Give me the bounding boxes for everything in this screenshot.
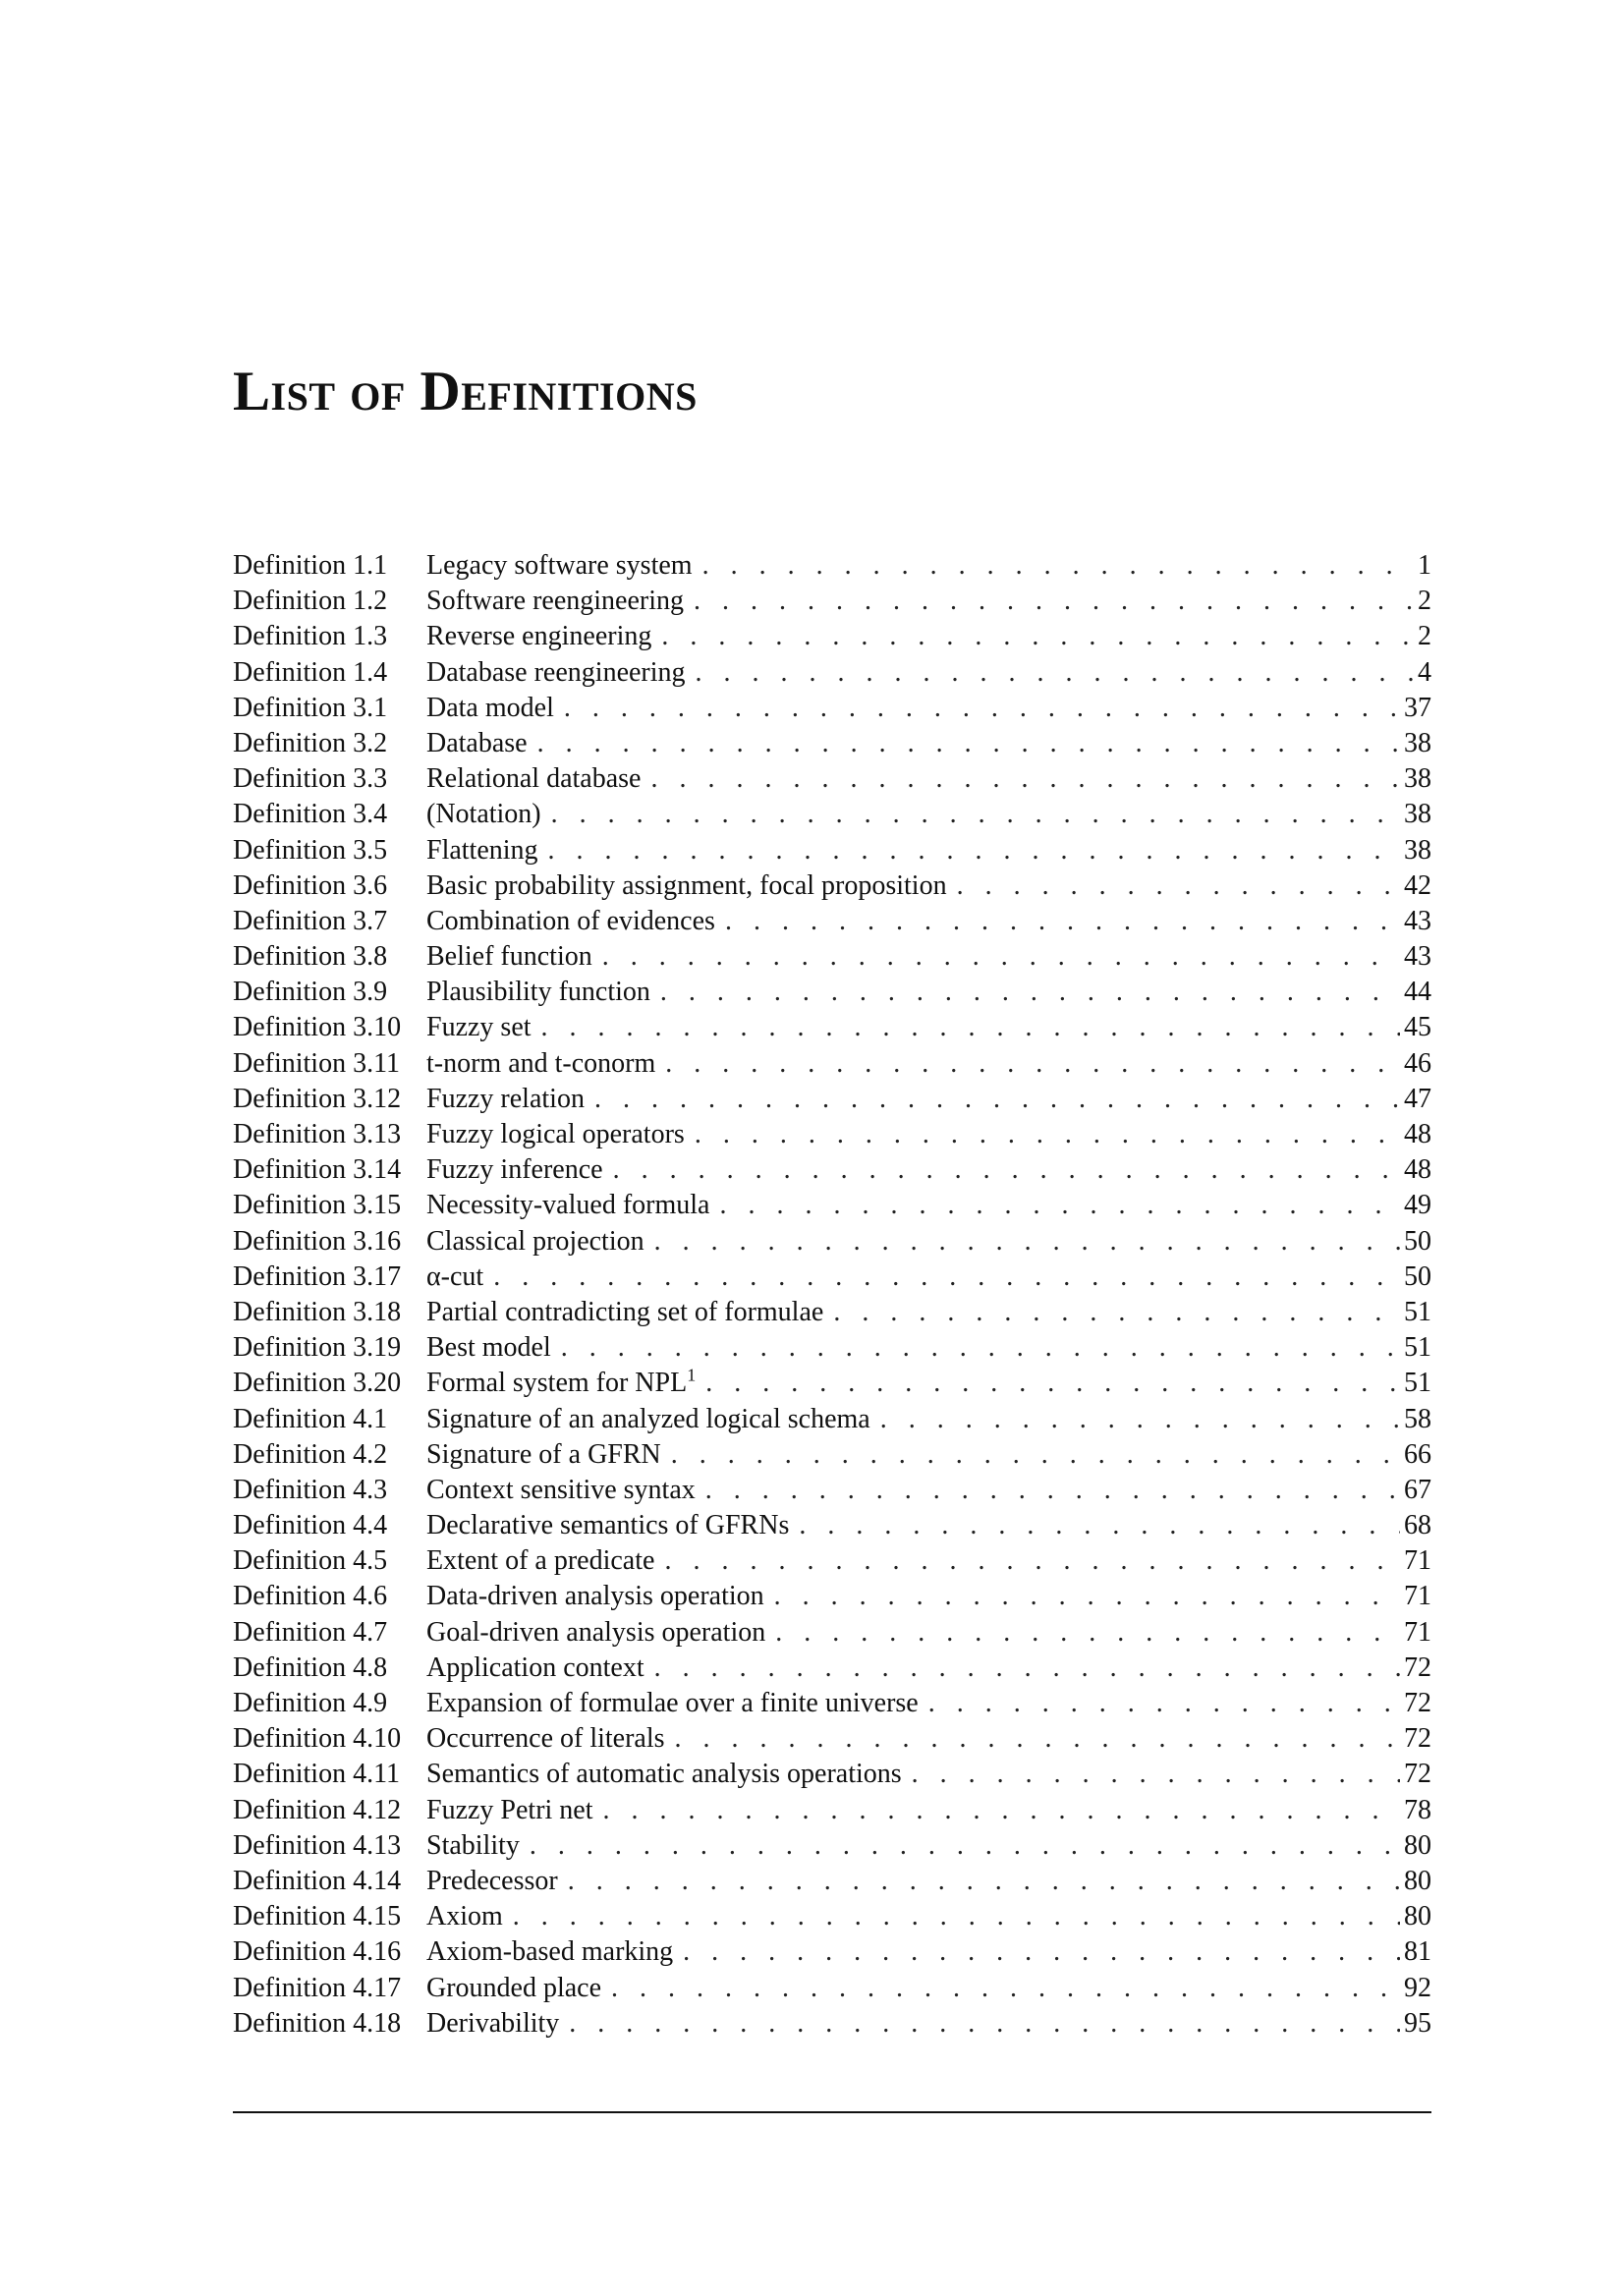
definition-number: Definition 3.19 [233,1332,402,1364]
definition-title-text: Stability [426,1829,520,1861]
definition-title [426,1508,799,1543]
definition-number: Definition 4.6 [233,1581,388,1612]
definition-page-number: 80 [1404,1901,1431,1932]
definition-entry [233,833,1431,868]
definition-title-text: Formal system for NPL [426,1368,688,1399]
definition-entry [233,1366,1431,1401]
dot-leader [725,904,1400,939]
definition-title-text: Fuzzy relation [426,1083,585,1114]
definition-number: Definition 4.14 [233,1865,402,1896]
definition-page-number: 50 [1404,1225,1431,1257]
definition-title [426,1934,683,1970]
definition-title [426,1330,561,1366]
definition-title [426,797,551,832]
definition-number: Definition 3.17 [233,1260,402,1292]
definition-page-number: 51 [1404,1296,1431,1327]
definition-entry [233,868,1431,904]
definition-entry [233,1259,1431,1295]
definition-page-number: 95 [1404,2007,1431,2039]
definition-title [426,1188,719,1223]
definition-entry [233,1686,1431,1721]
definition-entry [233,975,1431,1010]
definition-entry [233,1224,1431,1259]
definition-title-text: Expansion of formulae over a finite universe [426,1688,919,1718]
definition-title [426,1224,654,1259]
definition-title [426,726,537,761]
dot-leader [661,619,1414,654]
definition-entry [233,1899,1431,1934]
dot-leader [513,1899,1400,1934]
definition-entry [233,797,1431,832]
dot-leader [541,1010,1400,1045]
bottom-rule [233,2111,1431,2113]
definition-title [426,1651,654,1686]
dot-leader [775,1615,1400,1651]
definition-title-text: t-norm and t-conorm [426,1047,656,1079]
definition-entry [233,1010,1431,1045]
definition-number: Definition 4.7 [233,1616,388,1648]
dot-leader [530,1828,1400,1864]
definition-page-number: 58 [1404,1403,1431,1434]
definition-number: Definition 3.16 [233,1225,402,1257]
definition-number: Definition 1.3 [233,621,388,652]
definition-page-number: 71 [1404,1545,1431,1577]
definition-entry [233,1117,1431,1152]
dot-leader [702,548,1414,584]
definition-title [426,1615,775,1651]
definition-title [426,1686,928,1721]
definition-page-number: 66 [1404,1438,1431,1470]
definition-number: Definition 3.10 [233,1012,402,1043]
definition-title [426,1793,603,1828]
definition-entry [233,904,1431,939]
definition-title [426,1543,664,1579]
definition-number: Definition 3.15 [233,1190,402,1221]
definition-entry [233,1330,1431,1366]
definition-title [426,975,660,1010]
definition-page-number: 38 [1404,834,1431,866]
dot-leader [611,1971,1400,2006]
definition-title-text: (Notation) [426,799,541,830]
definition-page-number: 68 [1404,1510,1431,1541]
definition-title [426,1295,833,1330]
definition-number: Definition 3.3 [233,763,388,795]
dot-leader [671,1437,1400,1473]
definition-entry [233,1971,1431,2006]
definition-title [426,868,957,904]
definition-number: Definition 3.5 [233,834,388,866]
dot-leader [695,1117,1400,1152]
definition-number: Definition 4.2 [233,1438,388,1470]
definition-number: Definition 3.9 [233,977,388,1008]
definition-title-text: Application context [426,1651,644,1683]
definition-number: Definition 4.16 [233,1936,402,1968]
definition-title [426,2006,569,2042]
dot-leader [675,1721,1400,1757]
definition-title-text: Fuzzy inference [426,1154,603,1186]
definition-title-text: Axiom-based marking [426,1936,674,1968]
definition-number: Definition 3.14 [233,1154,402,1186]
definition-entry [233,726,1431,761]
definition-title-text: Fuzzy set [426,1012,532,1043]
definition-title [426,1971,611,2006]
definition-title [426,584,694,619]
definition-entry [233,1188,1431,1223]
definition-page-number: 48 [1404,1119,1431,1149]
definition-title-text: Occurrence of literals [426,1723,665,1755]
definition-entry [233,1508,1431,1543]
definition-number: Definition 3.6 [233,869,388,901]
definition-number: Definition 1.1 [233,550,388,581]
definition-number: Definition 3.11 [233,1047,401,1079]
definition-title [426,904,725,939]
definition-entry [233,1864,1431,1899]
dot-leader [694,584,1414,619]
definition-entry [233,691,1431,726]
definition-title-text: Data model [426,692,554,723]
definition-page-number: 43 [1404,941,1431,973]
definition-number: Definition 4.4 [233,1510,388,1541]
definition-title [426,691,564,726]
definition-title [426,1117,695,1152]
dot-leader [603,1793,1400,1828]
definition-title-text: Reverse engineering [426,621,652,652]
dot-leader [650,761,1400,797]
definition-entry [233,1082,1431,1117]
definition-number: Definition 4.18 [233,2007,402,2039]
definition-title-text: Legacy software system [426,550,693,581]
definition-title [426,1828,530,1864]
dot-leader [957,868,1400,904]
definition-number: Definition 3.4 [233,799,388,830]
definition-title-text: Extent of a predicate [426,1545,655,1577]
dot-leader [664,1543,1400,1579]
definition-entry [233,655,1431,691]
definition-title [426,1152,613,1188]
dot-leader [537,726,1400,761]
definition-page-number: 51 [1404,1368,1431,1399]
definition-number: Definition 4.10 [233,1723,402,1755]
dot-leader [654,1651,1400,1686]
definition-number: Definition 3.13 [233,1119,402,1149]
page-title: List of Definitions [233,361,698,422]
definition-title-text: Relational database [426,763,642,795]
definition-title [426,1864,568,1899]
definition-entry [233,1934,1431,1970]
definition-title-text: Grounded place [426,1972,602,2003]
definition-page-number: 2 [1418,621,1431,652]
definition-number: Definition 4.9 [233,1688,388,1718]
definition-title-text: Fuzzy Petri net [426,1794,593,1825]
definition-title [426,1046,665,1082]
definition-page-number: 38 [1404,727,1431,758]
definition-title [426,939,602,975]
definition-page-number: 43 [1404,905,1431,936]
definition-entry [233,1793,1431,1828]
definition-page-number: 38 [1404,763,1431,795]
definition-title-text: Database [426,727,528,758]
definition-title-text: Context sensitive syntax [426,1474,696,1505]
definition-title [426,1082,594,1117]
definition-page-number: 48 [1404,1154,1431,1186]
definition-number: Definition 4.5 [233,1545,388,1577]
definition-page-number: 49 [1404,1190,1431,1221]
dot-leader [912,1757,1400,1792]
definition-page-number: 80 [1404,1865,1431,1896]
definition-number: Definition 3.1 [233,692,388,723]
definition-title-text: Plausibility function [426,977,650,1008]
definition-page-number: 67 [1404,1474,1431,1505]
dot-leader [493,1259,1400,1295]
dot-leader [594,1082,1400,1117]
definition-page-number: 72 [1404,1688,1431,1718]
definition-entry [233,1152,1431,1188]
definition-title-text: Best model [426,1332,551,1364]
definition-title-text: Basic probability assignment, focal proposition [426,869,947,901]
definition-number: Definition 4.1 [233,1403,388,1434]
definition-title [426,548,702,584]
definition-number: Definition 4.3 [233,1474,388,1505]
definition-title-text: Predecessor [426,1865,558,1896]
definition-entry [233,1543,1431,1579]
dot-leader [705,1473,1400,1508]
definition-title-text: Classical projection [426,1225,644,1257]
definition-number: Definition 1.2 [233,586,388,617]
definition-number: Definition 4.8 [233,1651,388,1683]
definition-title [426,1473,705,1508]
definition-title-text: Declarative semantics of GFRNs [426,1510,790,1541]
definition-entry [233,584,1431,619]
dot-leader [564,691,1400,726]
definition-entry [233,548,1431,584]
definition-title-text: Derivability [426,2007,560,2039]
definition-title [426,1579,774,1614]
definition-page-number: 44 [1404,977,1431,1008]
definition-title [426,619,661,654]
dot-leader [613,1152,1400,1188]
definition-page-number: 42 [1404,869,1431,901]
dot-leader [569,2006,1400,2042]
definition-page-number: 47 [1404,1083,1431,1114]
definition-title-text: Database reengineering [426,656,686,688]
definition-title-text: Software reengineering [426,586,684,617]
definition-entry [233,1295,1431,1330]
dot-leader [833,1295,1400,1330]
definition-entry [233,2006,1431,2042]
dot-leader [548,833,1400,868]
dot-leader [602,939,1400,975]
dot-leader [774,1579,1400,1614]
definition-number: Definition 4.13 [233,1829,402,1861]
definition-page-number: 72 [1404,1759,1431,1790]
dot-leader [928,1686,1400,1721]
definition-entry [233,1615,1431,1651]
definition-entry [233,1437,1431,1473]
definition-title-text: Combination of evidences [426,905,715,936]
definition-page-number: 50 [1404,1260,1431,1292]
definition-title [426,1757,912,1792]
definition-page-number: 78 [1404,1794,1431,1825]
definition-page-number: 2 [1418,586,1431,617]
definition-title-text: Fuzzy logical operators [426,1119,685,1149]
definition-title [426,655,696,691]
definition-title [426,1899,513,1934]
definition-page-number: 51 [1404,1332,1431,1364]
definition-page-number: 72 [1404,1723,1431,1755]
definition-title-text: Necessity-valued formula [426,1190,710,1221]
definition-title-text: Semantics of automatic analysis operations [426,1759,902,1790]
definition-title-text: Signature of a GFRN [426,1438,661,1470]
definition-entry [233,761,1431,797]
definition-page-number: 46 [1404,1047,1431,1079]
definition-page-number: 38 [1404,799,1431,830]
dot-leader [696,655,1414,691]
footnote-marker: 1 [687,1365,697,1385]
definition-page-number: 71 [1404,1616,1431,1648]
definition-title-text: Belief function [426,941,592,973]
definition-title [426,761,650,797]
definition-entry [233,1828,1431,1864]
dot-leader [660,975,1400,1010]
dot-leader [654,1224,1400,1259]
definition-title-text: Partial contradicting set of formulae [426,1296,824,1327]
definition-entry [233,619,1431,654]
definitions-list [233,548,1431,2042]
definition-page-number: 80 [1404,1829,1431,1861]
definition-title-text: Data-driven analysis operation [426,1581,764,1612]
definition-number: Definition 3.8 [233,941,388,973]
definition-page-number: 72 [1404,1651,1431,1683]
dot-leader [880,1402,1400,1437]
definition-title [426,833,548,868]
definition-title-text: Axiom [426,1901,503,1932]
definition-title-text: Flattening [426,834,538,866]
definition-number: Definition 3.20 [233,1368,402,1399]
definition-page-number: 37 [1404,692,1431,723]
definition-title [426,1366,705,1401]
definition-page-number: 71 [1404,1581,1431,1612]
definition-page-number: 1 [1418,550,1431,581]
definition-number: Definition 4.17 [233,1972,402,2003]
definition-entry [233,1402,1431,1437]
dot-leader [683,1934,1400,1970]
dot-leader [705,1366,1400,1401]
dot-leader [799,1508,1400,1543]
definition-title-text: Goal-driven analysis operation [426,1616,766,1648]
definition-page-number: 81 [1404,1936,1431,1968]
definition-number: Definition 3.7 [233,905,388,936]
definition-title [426,1010,541,1045]
dot-leader [551,797,1400,832]
dot-leader [568,1864,1400,1899]
dot-leader [665,1046,1400,1082]
definition-title [426,1437,671,1473]
definition-entry [233,1651,1431,1686]
definition-number: Definition 3.18 [233,1296,402,1327]
definition-number: Definition 4.11 [233,1759,401,1790]
definition-number: Definition 3.12 [233,1083,402,1114]
definition-entry [233,1473,1431,1508]
definition-entry [233,1046,1431,1082]
dot-leader [561,1330,1400,1366]
definition-entry [233,939,1431,975]
definition-page-number: 45 [1404,1012,1431,1043]
definition-entry [233,1579,1431,1614]
definition-title-text: Signature of an analyzed logical schema [426,1403,870,1434]
definition-number: Definition 1.4 [233,656,388,688]
definition-title [426,1721,675,1757]
definition-title-text: α-cut [426,1260,484,1292]
definition-page-number: 92 [1404,1972,1431,2003]
definition-title [426,1402,880,1437]
definition-entry [233,1721,1431,1757]
definition-number: Definition 4.15 [233,1901,402,1932]
dot-leader [719,1188,1400,1223]
definition-entry [233,1757,1431,1792]
definition-title [426,1259,493,1295]
definition-page-number: 4 [1418,656,1431,688]
definition-number: Definition 4.12 [233,1794,402,1825]
definition-number: Definition 3.2 [233,727,388,758]
